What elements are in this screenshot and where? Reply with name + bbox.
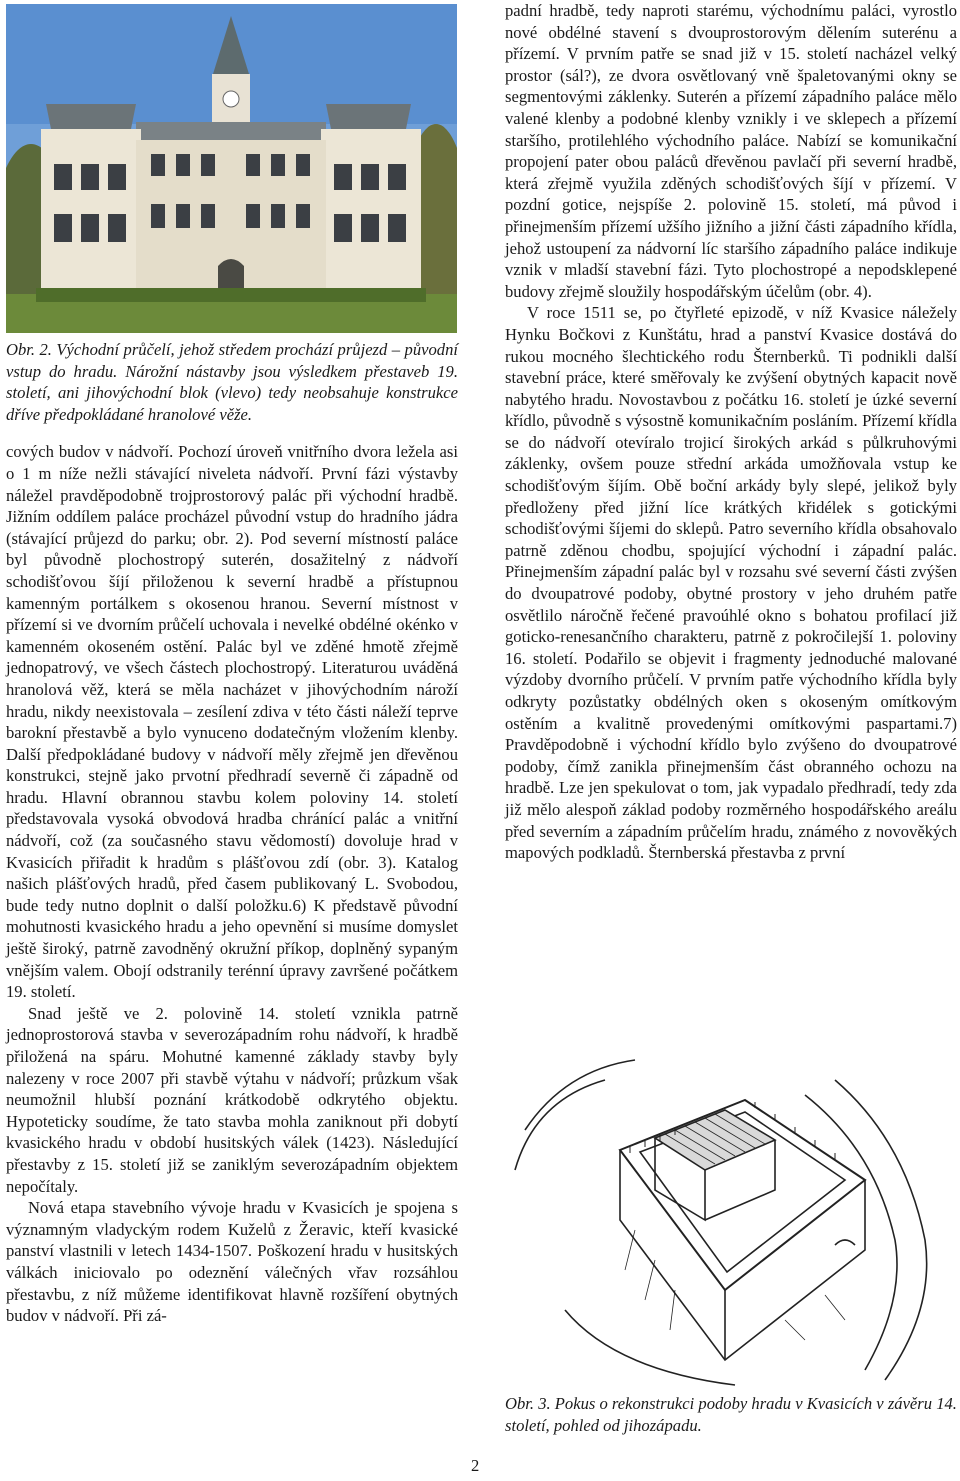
left-paragraph-3: Nová etapa stavebního vývoje hradu v Kvasicích je spojena s významným vladyckým rodem Kuželů z Žeravic, kteří kvasické panství vlastnili v letech 1434-1507. Poškození hradu v husitských válkách iniciovalo po odeznění válečných vřav rozsáhlou přestavbu, z níž můžeme identifikovat hlavně rozšíření obytných budov v nádvoří. Při zá- <box>6 1198 458 1326</box>
right-paragraph-1: padní hradbě, tedy naproti starému, východnímu paláci, vyrostlo nové obdélné stavení s dvouprostorovým dělením suterénu a přízemí. V prvním patře se snad již v 15. století nacházel velký prostor (sál?), ze dvora osvětlovaný vně špaletovanými okny se segmentovými záklenky. Suterén a přízemí západního paláce mělo valené klenby a podobné klenby vznikly i ve sklepech a přízemí staršího, protilehlého východního paláce. Nabízí se komunikační propojení pater obou paláců dřevěnou pavlačí při severní hradbě, která zřejmě využila zděných schodišťových šíjí v přízemí. V pozdní gotice, nejspíše 2. polovině 15. století, má původ i přinejmenším přízemí užšího jižního a jižní části západního křídla, jehož ustoupení za nádvorní líc staršího západního paláce indikuje vznik v mladší stavební fázi. Tyto plochostropé a nepodsklepené budovy zřejmě sloužily hospodářským účelům (obr. 4). <box>505 1 957 301</box>
figure-3-caption: Obr. 3. Pokus o rekonstrukci podoby hradu v Kvasicích v závěru 14. století, pohled od jihozápadu. <box>505 1394 957 1435</box>
figure-2-caption: Obr. 2. Východní průčelí, jehož středem prochází průjezd – původní vstup do hradu. Nárožní nástavby jsou výsledkem přestaveb 19. století, ani jihovýchodní blok (vlevo) tedy neobsahuje konstrukce dříve předpokládané hranolové věže. <box>6 340 458 424</box>
page-number: 2 <box>471 1456 480 1475</box>
left-paragraph-1: cových budov v nádvoří. Pochozí úroveň vnitřního dvora ležela asi o 1 m níže nežli stávající niveleta nádvoří. První fázi výstavby náležel pravděpodobně trojprostorový palác při východní hradbě. Jižním oddílem paláce procházel původní vstup do hradního jádra (stávající průjezd do parku; obr. 2). Pod severní místností paláce byl původně plochostropý suterén, dosažitelný z nádvoří schodišťovou šíjí přiloženou k severní hradbě a přístupnou kamenným portálkem s okosenou hranou. Severní místnost v přízemí si ve dvorním průčelí uchovala i nevelké obdélné okénko v kamenném okoseném ostění. Palác byl ve zděné hmotě zřejmě jednopatrový, ve všech částech plochostropý. Literaturou uváděná hranolová věž, která se měla nacházet v jihovýchodním nároží hradu, nikdy neexistovala – zesílení zdiva v této části náleží teprve barokní přestavbě a bylo vynuceno dodatečným vložením klenby. Další předpokládané budovy v nádvoří měly zřejmě jen dřevěnou konstrukci, stejně jako prvotní předhradí severně či západně od hradu. Hlavní obrannou stavbu kolem poloviny 14. století představovala vysoká obvodová hradba chránící palác a vnitřní nádvoří, což (za současného stavu vědomostí) dovoluje hrad v Kvasicích přiřadit k hradům s plášťovou zdí (obr. 3). Katalog našich plášťových hradů, před časem publikovaný L. Svobodou, bude tedy nutno doplnit o další položku.6) K představě původní mohutnosti kvasického hradu a jeho opevnění si musíme domyslet ještě široký, patrně zavodněný okružní příkop, doplněný sypaným vnějším valem. Obojí odstranily terénní úpravy završené počátkem 19. století. <box>6 442 458 1002</box>
left-column <box>6 0 458 1327</box>
right-column <box>505 0 957 864</box>
left-paragraph-2: Snad ještě ve 2. polovině 14. století vznikla patrně jednoprostorová stavba v severozápadním rohu nádvoří, k hradbě přiložená na spáru. Mohutné kamenné základy stavby byly nalezeny v roce 2007 při stavbě výtahu v nádvoří; průzkum však neumožnil hlubší poznání krátkodobě odkrytého objektu. Hypoteticky soudíme, že tato stavba mohla zaniknout při dobytí kvasického hradu v období husitských válek (1423). Následující přestavby z 15. století již se zaniklým severozápadním objektem nepočítaly. <box>6 1003 458 1196</box>
right-paragraph-2: V roce 1511 se, po čtyřleté epizodě, v níž Kvasice náležely Hynku Bočkovi z Kunštátu, hrad a panství Kvasice dostává do rukou mocného šlechtického rodu Šternberků. Ti podnikli další stavební práce, které směřovaly ke zvýšení obytných kapacit nově nabytého hradu. Novostavbou z počátku 16. století je úzké severní křídlo, původně s výsostně komunikačním posláním. Přízemí křídla se do nádvoří otevíralo trojicí širokých arkád s půlkruhovými záklenky, ovšem pouze střední arkáda umožňovala vstup ke schodišťovým šíjím. Obě boční arkády byly slepé, jelikož byly předloženy před jižní líce krátkých křidélek s gotickými schodišťovými šíjemi do sklepů. Patro severního křídla obsahovalo patrně zděnou chodbu, spojující východní i západní palác. Přinejmenším západní palác byl v rozsahu své severní části zvýšen do dvoupatrové podoby, obytné prostory v jeho druhém patře osvětlilo náročně řečené pravoúhlé okno s bohatou profilací již goticko-renesančního charakteru, patrně z pokročilejší 1. poloviny 16. století. Podařilo se objevit i fragmenty jednoduché malované výzdoby dvorního průčelí. V prvním patře východního křídla byly odkryty pozůstatky obdélných oken s okoseným omítkovým ostěním a kvalitně provedenými omítkovými paspartami.7) Pravděpodobně i východní křídlo bylo zvýšeno do dvoupatrové podoby, čímž zanikla přinejmenším část obranného ochozu na hradbě. Lze jen spekulovat o tom, jak vypadalo předhradí, tedy zda již mělo alespoň základ podoby rozměrného hospodářského areálu před severním a západním průčelím hradu, známého z novověkých mapových podkladů. Šternberská přestavba z první <box>505 303 957 863</box>
photo-spacer <box>6 0 458 339</box>
castle-reconstruction-drawing <box>505 1040 957 1392</box>
